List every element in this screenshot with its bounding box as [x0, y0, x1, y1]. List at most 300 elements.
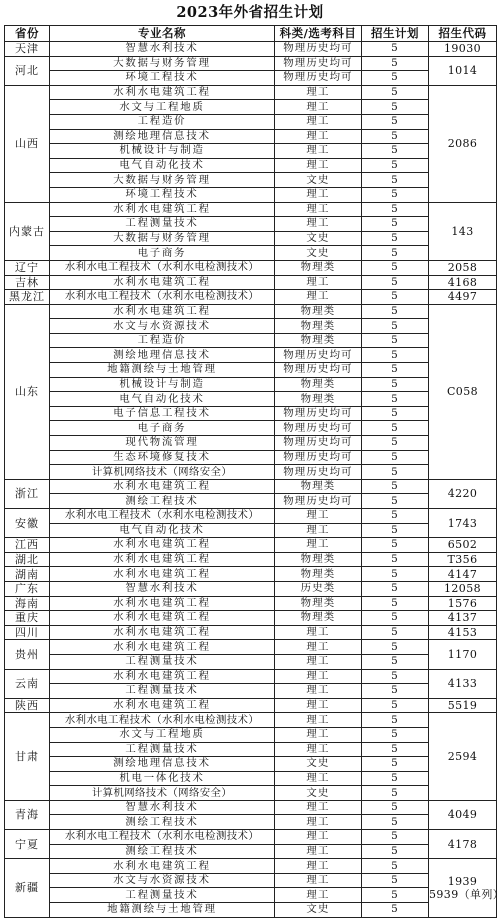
enrollment-code: T356 — [447, 553, 478, 567]
table-body — [5, 42, 504, 918]
subject-cell: 理工 — [275, 538, 362, 553]
major-cell: 环境工程技术 — [50, 71, 275, 86]
subject-cell: 物理类 — [275, 392, 362, 407]
enrollment-code-cell — [429, 538, 497, 553]
table-row — [5, 523, 497, 538]
major-cell: 电子商务 — [50, 246, 275, 261]
subject-cell: 理工 — [275, 275, 362, 290]
subject-cell: 理工 — [275, 85, 362, 100]
enrollment-code-cell — [429, 202, 497, 260]
province-cell: 广东 — [5, 581, 50, 596]
province-cell: 重庆 — [5, 611, 50, 626]
table-row — [5, 742, 497, 757]
quota-cell: 5 — [362, 290, 429, 305]
quota-cell: 5 — [362, 538, 429, 553]
table-row — [5, 100, 497, 115]
quota-cell: 5 — [362, 640, 429, 655]
enrollment-code-cell — [429, 640, 497, 669]
quota-cell: 5 — [362, 421, 429, 436]
subject-cell: 理工 — [275, 844, 362, 859]
major-cell: 水利水电建筑工程 — [50, 479, 275, 494]
enrollment-code: 2594 — [447, 750, 478, 764]
major-cell: 电子信息工程技术 — [50, 406, 275, 421]
table-row — [5, 275, 497, 290]
subject-cell: 物理历史均可 — [275, 56, 362, 71]
major-cell: 水利水电工程技术（水利水电检测技术） — [50, 713, 275, 728]
major-cell: 电气自动化技术 — [50, 158, 275, 173]
major-cell: 电气自动化技术 — [50, 523, 275, 538]
quota-cell: 5 — [362, 465, 429, 480]
enrollment-code: 4178 — [447, 837, 478, 851]
enrollment-code-cell — [429, 596, 497, 611]
subject-cell: 物理类 — [275, 333, 362, 348]
table-row — [5, 450, 497, 465]
quota-cell: 5 — [362, 800, 429, 815]
major-cell: 水文与工程地质 — [50, 727, 275, 742]
enrollment-code: 1014 — [447, 64, 478, 78]
province-cell: 海南 — [5, 596, 50, 611]
quota-cell: 5 — [362, 304, 429, 319]
province-cell: 湖南 — [5, 567, 50, 582]
enrollment-code-cell — [429, 611, 497, 626]
major-cell: 水利水电建筑工程 — [50, 538, 275, 553]
quota-cell: 5 — [362, 552, 429, 567]
table-row — [5, 85, 497, 100]
major-cell: 水利水电建筑工程 — [50, 85, 275, 100]
enrollment-code-cell — [429, 669, 497, 698]
quota-cell: 5 — [362, 217, 429, 232]
table-row — [5, 815, 497, 830]
enrollment-code: 2086 — [447, 137, 478, 151]
major-cell: 计算机网络技术（网络安全） — [50, 786, 275, 801]
quota-cell: 5 — [362, 392, 429, 407]
major-cell: 地籍测绘与土地管理 — [50, 363, 275, 378]
quota-cell: 5 — [362, 742, 429, 757]
province-cell: 贵州 — [5, 640, 50, 669]
enrollment-code-cell — [429, 830, 497, 859]
major-cell: 机械设计与制造 — [50, 377, 275, 392]
table-row — [5, 800, 497, 815]
subject-cell: 物理类 — [275, 377, 362, 392]
enrollment-code-cell — [429, 260, 497, 275]
subject-cell: 物理历史均可 — [275, 436, 362, 451]
table-row — [5, 392, 497, 407]
subject-cell: 物理历史均可 — [275, 71, 362, 86]
quota-cell: 5 — [362, 684, 429, 699]
table-header-row — [5, 26, 497, 42]
province-cell: 吉林 — [5, 275, 50, 290]
major-cell: 水利水电建筑工程 — [50, 567, 275, 582]
table-row — [5, 304, 497, 319]
quota-cell: 5 — [362, 56, 429, 71]
enrollment-code-cell — [429, 625, 497, 640]
table-row — [5, 552, 497, 567]
subject-cell: 物理历史均可 — [275, 494, 362, 509]
subject-cell: 物理历史均可 — [275, 450, 362, 465]
table-row — [5, 844, 497, 859]
subject-cell: 文史 — [275, 231, 362, 246]
quota-cell: 5 — [362, 567, 429, 582]
enrollment-code: 4497 — [447, 290, 478, 304]
subject-cell: 理工 — [275, 873, 362, 888]
subject-cell: 物理历史均可 — [275, 421, 362, 436]
subject-cell: 理工 — [275, 290, 362, 305]
enrollment-code-cell — [429, 304, 497, 479]
subject-cell: 物理类 — [275, 304, 362, 319]
enrollment-code-cell — [429, 698, 497, 713]
enrollment-code: 4049 — [447, 808, 478, 822]
enrollment-code: 19030 — [444, 42, 481, 56]
quota-cell: 5 — [362, 260, 429, 275]
subject-cell: 历史类 — [275, 581, 362, 596]
major-cell: 测绘地理信息技术 — [50, 757, 275, 772]
major-cell: 现代物流管理 — [50, 436, 275, 451]
quota-cell: 5 — [362, 436, 429, 451]
table-row — [5, 246, 497, 261]
enrollment-code-cell — [429, 56, 497, 85]
subject-cell: 理工 — [275, 114, 362, 129]
province-cell: 山东 — [5, 304, 50, 479]
quota-cell: 5 — [362, 888, 429, 903]
table-row — [5, 71, 497, 86]
province-cell: 宁夏 — [5, 830, 50, 859]
quota-cell: 5 — [362, 859, 429, 874]
subject-cell: 文史 — [275, 173, 362, 188]
quota-cell: 5 — [362, 246, 429, 261]
quota-cell: 5 — [362, 42, 429, 57]
quota-cell: 5 — [362, 231, 429, 246]
table-row — [5, 319, 497, 334]
major-cell: 工程测量技术 — [50, 684, 275, 699]
subject-cell: 理工 — [275, 202, 362, 217]
subject-cell: 物理历史均可 — [275, 465, 362, 480]
major-cell: 大数据与财务管理 — [50, 173, 275, 188]
quota-cell: 5 — [362, 596, 429, 611]
enrollment-code-cell — [429, 859, 504, 917]
subject-cell: 物理类 — [275, 596, 362, 611]
province-cell: 辽宁 — [5, 260, 50, 275]
quota-cell: 5 — [362, 333, 429, 348]
table-row — [5, 202, 497, 217]
quota-cell: 5 — [362, 450, 429, 465]
enrollment-code: 4147 — [447, 567, 478, 581]
table-row — [5, 654, 497, 669]
subject-cell: 理工 — [275, 625, 362, 640]
subject-cell: 理工 — [275, 509, 362, 524]
subject-cell: 文史 — [275, 786, 362, 801]
enrollment-code: 4153 — [447, 626, 478, 640]
subject-cell: 物理类 — [275, 552, 362, 567]
quota-cell: 5 — [362, 523, 429, 538]
table-row — [5, 698, 497, 713]
province-cell: 青海 — [5, 800, 50, 829]
enrollment-code-cell — [429, 275, 497, 290]
subject-cell: 理工 — [275, 640, 362, 655]
quota-cell: 5 — [362, 757, 429, 772]
subject-cell: 理工 — [275, 217, 362, 232]
major-cell: 生态环境修复技术 — [50, 450, 275, 465]
table-row — [5, 757, 497, 772]
major-cell: 水利水电建筑工程 — [50, 669, 275, 684]
major-cell: 水利水电建筑工程 — [50, 698, 275, 713]
table-row — [5, 625, 497, 640]
table-row — [5, 859, 497, 874]
table-row — [5, 640, 497, 655]
subject-cell: 理工 — [275, 727, 362, 742]
table-row — [5, 903, 497, 918]
subject-cell: 物理历史均可 — [275, 348, 362, 363]
table-row — [5, 494, 497, 509]
province-cell: 浙江 — [5, 479, 50, 508]
quota-cell: 5 — [362, 114, 429, 129]
table-row — [5, 363, 497, 378]
major-cell: 大数据与财务管理 — [50, 56, 275, 71]
enrollment-code: 1576 — [447, 596, 478, 610]
quota-cell: 5 — [362, 158, 429, 173]
table-row — [5, 786, 497, 801]
major-cell: 水文与水资源技术 — [50, 319, 275, 334]
table-row — [5, 567, 497, 582]
major-cell: 工程造价 — [50, 114, 275, 129]
header-province: 省份 — [5, 26, 50, 42]
major-cell: 水利水电建筑工程 — [50, 596, 275, 611]
major-cell: 水利水电工程技术（水利水电检测技术） — [50, 830, 275, 845]
table-row — [5, 596, 497, 611]
table-row — [5, 538, 497, 553]
enrollment-code-cell — [429, 581, 497, 596]
major-cell: 环境工程技术 — [50, 187, 275, 202]
enrollment-code: 4133 — [447, 677, 478, 691]
quota-cell: 5 — [362, 377, 429, 392]
major-cell: 水利水电工程技术（水利水电检测技术） — [50, 260, 275, 275]
major-cell: 测绘工程技术 — [50, 494, 275, 509]
enrollment-code-cell — [429, 85, 497, 202]
major-cell: 水文与工程地质 — [50, 100, 275, 115]
table-row — [5, 465, 497, 480]
quota-cell: 5 — [362, 625, 429, 640]
enrollment-code-cell — [429, 42, 497, 57]
table-row — [5, 669, 497, 684]
subject-cell: 理工 — [275, 830, 362, 845]
quota-cell: 5 — [362, 100, 429, 115]
major-cell: 水利水电建筑工程 — [50, 202, 275, 217]
subject-cell: 物理类 — [275, 479, 362, 494]
quota-cell: 5 — [362, 348, 429, 363]
major-cell: 水利水电建筑工程 — [50, 611, 275, 626]
table-row — [5, 684, 497, 699]
province-cell: 河北 — [5, 56, 50, 85]
subject-cell: 理工 — [275, 669, 362, 684]
province-cell: 安徽 — [5, 509, 50, 538]
enrollment-code: 6502 — [447, 538, 478, 552]
quota-cell: 5 — [362, 713, 429, 728]
quota-cell: 5 — [362, 187, 429, 202]
enrollment-code: 5939（单列） — [429, 887, 504, 901]
table-row — [5, 333, 497, 348]
quota-cell: 5 — [362, 698, 429, 713]
major-cell: 水文与水资源技术 — [50, 873, 275, 888]
enrollment-code-cell — [429, 552, 497, 567]
enrollment-code: 4220 — [447, 487, 478, 501]
quota-cell: 5 — [362, 771, 429, 786]
table-row — [5, 348, 497, 363]
table-row — [5, 114, 497, 129]
subject-cell: 理工 — [275, 158, 362, 173]
subject-cell: 物理类 — [275, 260, 362, 275]
table-row — [5, 129, 497, 144]
quota-cell: 5 — [362, 173, 429, 188]
quota-cell: 5 — [362, 727, 429, 742]
major-cell: 水利水电建筑工程 — [50, 275, 275, 290]
subject-cell: 理工 — [275, 888, 362, 903]
major-cell: 测绘工程技术 — [50, 844, 275, 859]
header-code: 招生代码 — [429, 26, 497, 42]
quota-cell: 5 — [362, 144, 429, 159]
enrollment-code: 143 — [451, 224, 474, 238]
province-cell: 内蒙古 — [5, 202, 50, 260]
major-cell: 机电一体化技术 — [50, 771, 275, 786]
table-row — [5, 231, 497, 246]
quota-cell: 5 — [362, 903, 429, 918]
province-cell: 天津 — [5, 42, 50, 57]
major-cell: 智慧水利技术 — [50, 800, 275, 815]
province-cell: 黑龙江 — [5, 290, 50, 305]
enrollment-code-cell — [429, 713, 497, 801]
major-cell: 大数据与财务管理 — [50, 231, 275, 246]
table-row — [5, 144, 497, 159]
quota-cell: 5 — [362, 71, 429, 86]
quota-cell: 5 — [362, 611, 429, 626]
enrollment-code-cell — [429, 567, 497, 582]
header-subject: 科类/选考科目 — [275, 26, 362, 42]
subject-cell: 理工 — [275, 144, 362, 159]
enrollment-code-cell — [429, 509, 497, 538]
quota-cell: 5 — [362, 581, 429, 596]
quota-cell: 5 — [362, 830, 429, 845]
major-cell: 测绘地理信息技术 — [50, 129, 275, 144]
major-cell: 工程测量技术 — [50, 217, 275, 232]
province-cell: 陕西 — [5, 698, 50, 713]
table-row — [5, 56, 497, 71]
table-row — [5, 479, 497, 494]
major-cell: 工程测量技术 — [50, 888, 275, 903]
enrollment-code-cell — [429, 479, 497, 508]
enrollment-code: 1939 — [447, 874, 478, 888]
quota-cell: 5 — [362, 406, 429, 421]
province-cell: 四川 — [5, 625, 50, 640]
table-row — [5, 217, 497, 232]
quota-cell: 5 — [362, 319, 429, 334]
quota-cell: 5 — [362, 669, 429, 684]
major-cell: 工程测量技术 — [50, 742, 275, 757]
province-cell: 甘肃 — [5, 713, 50, 801]
quota-cell: 5 — [362, 494, 429, 509]
subject-cell: 物理历史均可 — [275, 363, 362, 378]
subject-cell: 理工 — [275, 771, 362, 786]
table-row — [5, 406, 497, 421]
enrollment-code: 2058 — [447, 261, 478, 275]
province-cell: 山西 — [5, 85, 50, 202]
table-row — [5, 173, 497, 188]
subject-cell: 文史 — [275, 246, 362, 261]
subject-cell: 理工 — [275, 859, 362, 874]
major-cell: 电气自动化技术 — [50, 392, 275, 407]
table-row — [5, 187, 497, 202]
subject-cell: 理工 — [275, 654, 362, 669]
major-cell: 水利水电建筑工程 — [50, 552, 275, 567]
table-row — [5, 727, 497, 742]
header-major: 专业名称 — [50, 26, 275, 42]
quota-cell: 5 — [362, 85, 429, 100]
enrollment-code: 4168 — [447, 275, 478, 289]
major-cell: 智慧水利技术 — [50, 581, 275, 596]
table-row — [5, 158, 497, 173]
header-quota: 招生计划 — [362, 26, 429, 42]
enrollment-code: 12058 — [444, 582, 481, 596]
major-cell: 机械设计与制造 — [50, 144, 275, 159]
enrollment-code: 4137 — [447, 611, 478, 625]
table-row — [5, 436, 497, 451]
enrollment-code-cell — [429, 800, 497, 829]
major-cell: 测绘工程技术 — [50, 815, 275, 830]
table-row — [5, 771, 497, 786]
quota-cell: 5 — [362, 479, 429, 494]
enrollment-code-cell — [429, 290, 497, 305]
quota-cell: 5 — [362, 202, 429, 217]
table-row — [5, 290, 497, 305]
major-cell: 计算机网络技术（网络安全） — [50, 465, 275, 480]
quota-cell: 5 — [362, 873, 429, 888]
subject-cell: 物理历史均可 — [275, 42, 362, 57]
subject-cell: 理工 — [275, 815, 362, 830]
table-row — [5, 873, 497, 888]
major-cell: 水利水电建筑工程 — [50, 625, 275, 640]
province-cell: 云南 — [5, 669, 50, 698]
quota-cell: 5 — [362, 786, 429, 801]
enrollment-plan-table — [4, 25, 504, 918]
major-cell: 水利水电建筑工程 — [50, 640, 275, 655]
quota-cell: 5 — [362, 815, 429, 830]
quota-cell: 5 — [362, 844, 429, 859]
major-cell: 工程造价 — [50, 333, 275, 348]
table-row — [5, 42, 497, 57]
table-row — [5, 509, 497, 524]
province-cell: 江西 — [5, 538, 50, 553]
subject-cell: 物理类 — [275, 319, 362, 334]
subject-cell: 理工 — [275, 713, 362, 728]
quota-cell: 5 — [362, 654, 429, 669]
major-cell: 电子商务 — [50, 421, 275, 436]
subject-cell: 理工 — [275, 742, 362, 757]
major-cell: 水利水电工程技术（水利水电检测技术） — [50, 290, 275, 305]
subject-cell: 文史 — [275, 757, 362, 772]
subject-cell: 理工 — [275, 523, 362, 538]
subject-cell: 理工 — [275, 187, 362, 202]
province-cell: 新疆 — [5, 859, 50, 917]
table-row — [5, 377, 497, 392]
major-cell: 工程测量技术 — [50, 654, 275, 669]
table-row — [5, 888, 497, 903]
major-cell: 水利水电建筑工程 — [50, 304, 275, 319]
quota-cell: 5 — [362, 363, 429, 378]
table-row — [5, 713, 497, 728]
major-cell: 水利水电建筑工程 — [50, 859, 275, 874]
subject-cell: 理工 — [275, 800, 362, 815]
subject-cell: 物理类 — [275, 567, 362, 582]
table-row — [5, 830, 497, 845]
subject-cell: 理工 — [275, 684, 362, 699]
subject-cell: 物理类 — [275, 611, 362, 626]
